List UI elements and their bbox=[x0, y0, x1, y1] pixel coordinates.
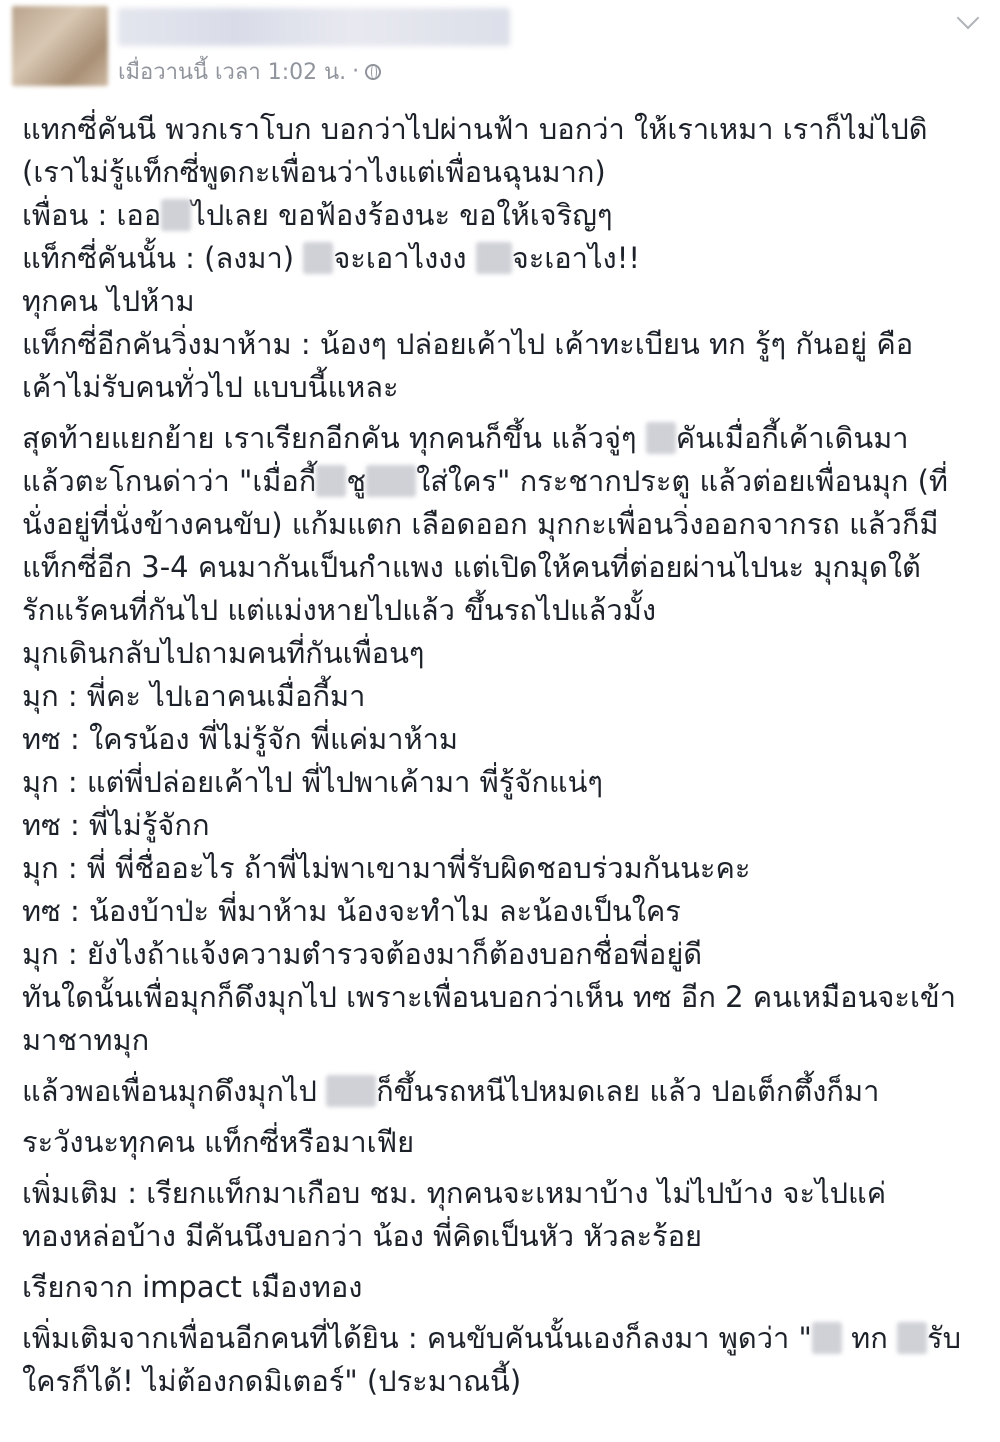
globe-icon[interactable] bbox=[365, 64, 381, 80]
post-line: ทซ : พี่ไม่รู้จักก bbox=[22, 808, 210, 842]
post-paragraph bbox=[22, 1172, 982, 1258]
post-line: มุกเดินกลับไปถามคนที่กันเพื่อนๆ bbox=[22, 636, 425, 670]
post-paragraph bbox=[22, 108, 982, 409]
post-line: มุก : ยังไงถ้าแจ้งความตำรวจต้องมาก็ต้องบอกชื่อพี่อยู่ดี bbox=[22, 937, 703, 971]
post-line: แทกซี่คันนี พวกเราโบก บอกว่าไปผ่านฟ้า บอกว่า ให้เราเหมา เราก็ไม่ไปดิ bbox=[22, 112, 928, 146]
post-line: นั่งอยู่ที่นั่งข้างคนขับ) แก้มแตก เลือดออก มุกกะเพื่อนวิ่งออกจากรถ แล้วก็มี bbox=[22, 507, 939, 541]
post-body bbox=[22, 108, 982, 1411]
post-line: ทุกคน ไปห้าม bbox=[22, 284, 195, 318]
redacted-word bbox=[366, 465, 416, 497]
post-line: (เราไม่รู้แท็กซี่พูดกะเพื่อนว่าไงแต่เพื่อนฉุนมาก) bbox=[22, 155, 606, 189]
chevron-down-icon[interactable] bbox=[957, 7, 980, 30]
author-name-redacted[interactable] bbox=[118, 8, 510, 46]
post-paragraph bbox=[22, 1121, 982, 1164]
post-line: มุก : แต่พี่ปล่อยเค้าไป พี่ไปพาเค้ามา พี่รู้จักแน่ๆ bbox=[22, 765, 603, 799]
post-line: เค้าไม่รับคนทั่วไป แบบนี้แหละ bbox=[22, 370, 399, 404]
post-line: รักแร้คนที่กันไป แต่แม่งหายไปแล้ว ขึ้นรถไปแล้วมั้ง bbox=[22, 593, 656, 627]
post-line: ทซ : ใครน้อง พี่ไม่รู้จัก พี่แค่มาห้าม bbox=[22, 722, 459, 756]
post-line: แท็กซี่คันนั้น : (ลงมา) จะเอาไงงง จะเอาไง!! bbox=[22, 241, 640, 275]
post-line: ระวังนะทุกคน แท็กซี่หรือมาเฟีย bbox=[22, 1125, 415, 1159]
post-meta bbox=[118, 56, 381, 86]
redacted-word bbox=[646, 422, 676, 454]
post-line: มุก : พี่ พี่ชื่ออะไร ถ้าพี่ไม่พาเขามาพี่รับผิดชอบร่วมกันนะคะ bbox=[22, 851, 751, 885]
post-line: เพิ่มเติมจากเพื่อนอีกคนที่ได้ยิน : คนขับคันนั้นเองก็ลงมา พูดว่า " ทก รับ bbox=[22, 1321, 961, 1355]
post-paragraph bbox=[22, 1317, 982, 1403]
post-line: ทันใดนั้นเพื่อมุกก็ดึงมุกไป เพราะเพื่อนบอกว่าเห็น ทซ อีก 2 คนเหมือนจะเข้า bbox=[22, 980, 956, 1014]
post-line: มุก : พี่คะ ไปเอาคนเมื่อกี้มา bbox=[22, 679, 366, 713]
post-line: ใครก็ได้! ไม่ต้องกดมิเตอร์" (ประมาณนี้) bbox=[22, 1364, 522, 1398]
redacted-word bbox=[897, 1322, 927, 1354]
post-line: แท็กซี่อีก 3-4 คนมากันเป็นกำแพง แต่เปิดให้คนที่ต่อยผ่านไปนะ มุกมุดใต้ bbox=[22, 550, 921, 584]
post-line: แท็กซี่อีกคันวิ่งมาห้าม : น้องๆ ปล่อยเค้าไป เค้าทะเบียน ทก รู้ๆ กันอยู่ คือ bbox=[22, 327, 914, 361]
redacted-word bbox=[161, 199, 191, 231]
redacted-word bbox=[303, 242, 333, 274]
post-timestamp[interactable]: เมื่อวานนี้ เวลา 1:02 น. bbox=[118, 59, 347, 85]
redacted-word bbox=[812, 1322, 842, 1354]
post-line: มาชาทมุก bbox=[22, 1023, 150, 1057]
post-paragraph bbox=[22, 1070, 982, 1113]
post-line: เพื่อน : เออ ไปเลย ขอฟ้องร้องนะ ขอให้เจริญๆ bbox=[22, 198, 613, 232]
post-line: แล้วตะโกนด่าว่า "เมื่อกี้ ชู ใส่ใคร" กระชากประตู แล้วต่อยเพื่อนมุก (ที่ bbox=[22, 464, 949, 498]
post-paragraph bbox=[22, 417, 982, 1062]
post-line: เรียกจาก impact เมืองทอง bbox=[22, 1270, 363, 1304]
redacted-word bbox=[326, 1075, 376, 1107]
avatar[interactable] bbox=[12, 6, 108, 86]
post-line: ทองหล่อบ้าง มีคันนึงบอกว่า น้อง พี่คิดเป็นหัว หัวละร้อย bbox=[22, 1219, 703, 1253]
post-line: แล้วพอเพื่อนมุกดึงมุกไป ก็ขึ้นรถหนีไปหมดเลย แล้ว ปอเต็กตึ้งก็มา bbox=[22, 1074, 880, 1108]
post-paragraph bbox=[22, 1266, 982, 1309]
meta-separator: · bbox=[352, 58, 360, 84]
post-line: ทซ : น้องบ้าป่ะ พี่มาห้าม น้องจะทำไม ละน้องเป็นใคร bbox=[22, 894, 681, 928]
post-line: เพิ่มเติม : เรียกแท็กมาเกือบ ชม. ทุกคนจะเหมาบ้าง ไม่ไปบ้าง จะไปแค่ bbox=[22, 1176, 887, 1210]
redacted-word bbox=[476, 242, 512, 274]
post-line: สุดท้ายแยกย้าย เราเรียกอีกคัน ทุกคนก็ขึ้น แล้วจู่ๆ คันเมื่อกี้เค้าเดินมา bbox=[22, 421, 909, 455]
redacted-word bbox=[316, 465, 346, 497]
post-header bbox=[0, 0, 1000, 100]
